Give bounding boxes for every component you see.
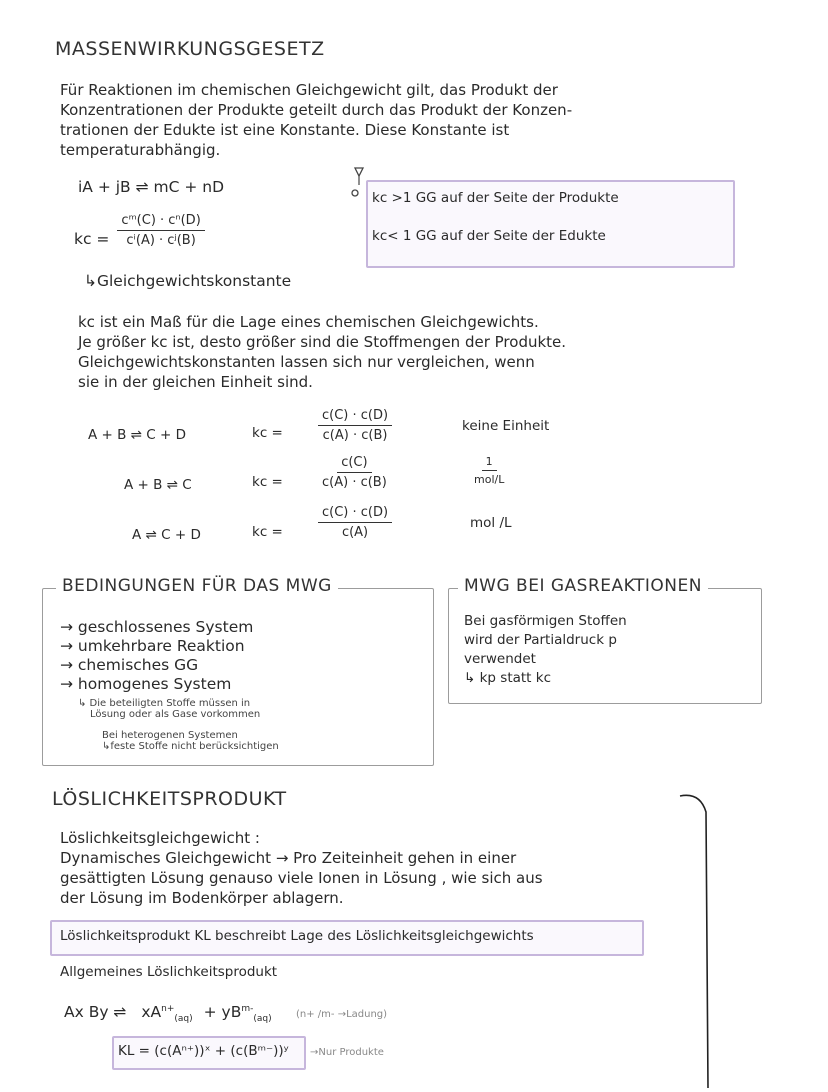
gas-text (464, 612, 627, 688)
example-fraction (318, 408, 392, 443)
reaction-a: xA (141, 1003, 162, 1021)
reaction-b-state: (aq) (253, 1014, 272, 1025)
example-reaction: A + B ⇌ C (124, 477, 192, 493)
example-unit: keine Einheit (462, 418, 550, 434)
bracket-doodle (670, 790, 730, 1088)
conditions-note-1: ↳ Die beteiligten Stoffe müssen in (78, 698, 251, 709)
kc-explanation (78, 312, 778, 392)
conditions-note-3: Bei heterogenen Systemen (102, 730, 238, 741)
explain-line: kc ist ein Maß für die Lage eines chemischen Gleichgewichts. (78, 313, 539, 331)
solubility-line: der Lösung im Bodenkörper ablagern. (60, 889, 344, 907)
reaction-a-state: (aq) (174, 1014, 193, 1025)
kc-rule-educts: kc< 1 GG auf der Seite der Edukte (372, 228, 606, 244)
conditions-item: → chemisches GG (60, 656, 199, 674)
gas-line: ↳ kp statt kc (464, 670, 551, 686)
kc-fraction (117, 213, 204, 248)
reaction-b: + yB (203, 1003, 242, 1021)
reaction-b-charge: m- (241, 1003, 254, 1014)
example-kc-label: kc = (252, 524, 283, 540)
mwg-intro-line: trationen der Edukte ist eine Konstante. Diese Konstante ist (60, 121, 510, 139)
gas-line: Bei gasförmigen Stoffen (464, 613, 627, 629)
dissolution-reaction (64, 1003, 272, 1024)
example-denominator: c(A) (341, 525, 369, 540)
kc-label: kc = (74, 230, 110, 248)
gas-title: MWG BEI GASREAKTIONEN (458, 576, 708, 596)
unit-numerator: 1 (482, 455, 497, 471)
conditions-title: BEDINGUNGEN FÜR DAS MWG (56, 576, 338, 596)
gas-line: verwendet (464, 651, 536, 667)
pin-icon (348, 165, 368, 200)
solubility-line: Löslichkeitsgleichgewicht : (60, 829, 260, 847)
example-kc-label: kc = (252, 474, 283, 490)
section-title-solubility: LÖSLICHKEITSPRODUKT (52, 788, 287, 810)
example-unit: mol /L (470, 515, 512, 531)
conditions-item: → geschlossenes System (60, 618, 254, 636)
example-kc-label: kc = (252, 425, 283, 441)
conditions-note-2: Lösung oder als Gase vorkommen (90, 709, 261, 720)
example-numerator: c(C) · c(D) (318, 505, 392, 523)
explain-line: sie in der gleichen Einheit sind. (78, 373, 313, 391)
mwg-intro-line: Für Reaktionen im chemischen Gleichgewicht gilt, das Produkt der (60, 81, 558, 99)
ksp-formula: KL = (c(Aⁿ⁺))ˣ + (c(Bᵐ⁻))ʸ (118, 1043, 289, 1059)
kc-numerator: cᵐ(C) · cⁿ(D) (117, 213, 204, 231)
charge-note: (n+ /m- →Ladung) (296, 1009, 388, 1020)
example-reaction: A ⇌ C + D (132, 527, 201, 543)
example-reaction: A + B ⇌ C + D (88, 427, 187, 443)
kc-denominator: cⁱ(A) · cʲ(B) (126, 232, 196, 248)
example-fraction (318, 505, 392, 540)
example-unit (470, 455, 508, 486)
solubility-text (60, 828, 680, 908)
products-only-note: →Nur Produkte (310, 1047, 384, 1058)
kc-general-formula (74, 212, 205, 248)
example-fraction (318, 455, 391, 490)
mwg-intro-line: temperaturabhängig. (60, 141, 221, 159)
example-numerator: c(C) (337, 455, 371, 473)
gas-line: wird der Partialdruck p (464, 632, 617, 648)
reaction-a-charge: n+ (161, 1003, 175, 1014)
example-denominator: c(A) · c(B) (322, 428, 388, 443)
mwg-intro-line: Konzentrationen der Produkte geteilt durch das Produkt der Konzen- (60, 101, 573, 119)
solubility-line: gesättigten Lösung genauso viele Ionen in Lösung , wie sich aus (60, 869, 543, 887)
kc-caption: ↳Gleichgewichtskonstante (84, 272, 292, 290)
section-title-mwg: MASSENWIRKUNGSGESETZ (55, 38, 325, 60)
reaction-left: Ax By ⇌ (64, 1003, 127, 1021)
example-numerator: c(C) · c(D) (318, 408, 392, 426)
explain-line: Gleichgewichtskonstanten lassen sich nur vergleichen, wenn (78, 353, 535, 371)
mwg-intro (60, 80, 780, 160)
conditions-item: → umkehrbare Reaktion (60, 637, 245, 655)
conditions-note-4: ↳feste Stoffe nicht berücksichtigen (102, 741, 279, 752)
general-reaction: iA + jB ⇌ mC + nD (78, 178, 225, 196)
unit-denominator: mol/L (474, 473, 505, 486)
solubility-line: Dynamisches Gleichgewicht → Pro Zeiteinheit gehen in einer (60, 849, 517, 867)
example-denominator: c(A) · c(B) (322, 475, 387, 490)
general-ksp-title: Allgemeines Löslichkeitsprodukt (60, 964, 278, 980)
explain-line: Je größer kc ist, desto größer sind die Stoffmengen der Produkte. (78, 333, 567, 351)
conditions-item: → homogenes System (60, 675, 232, 693)
kc-rule-products: kc >1 GG auf der Seite der Produkte (372, 190, 619, 206)
ksp-definition: Löslichkeitsprodukt KL beschreibt Lage des Löslichkeitsgleichgewichts (60, 928, 534, 944)
conditions-list (60, 618, 253, 694)
